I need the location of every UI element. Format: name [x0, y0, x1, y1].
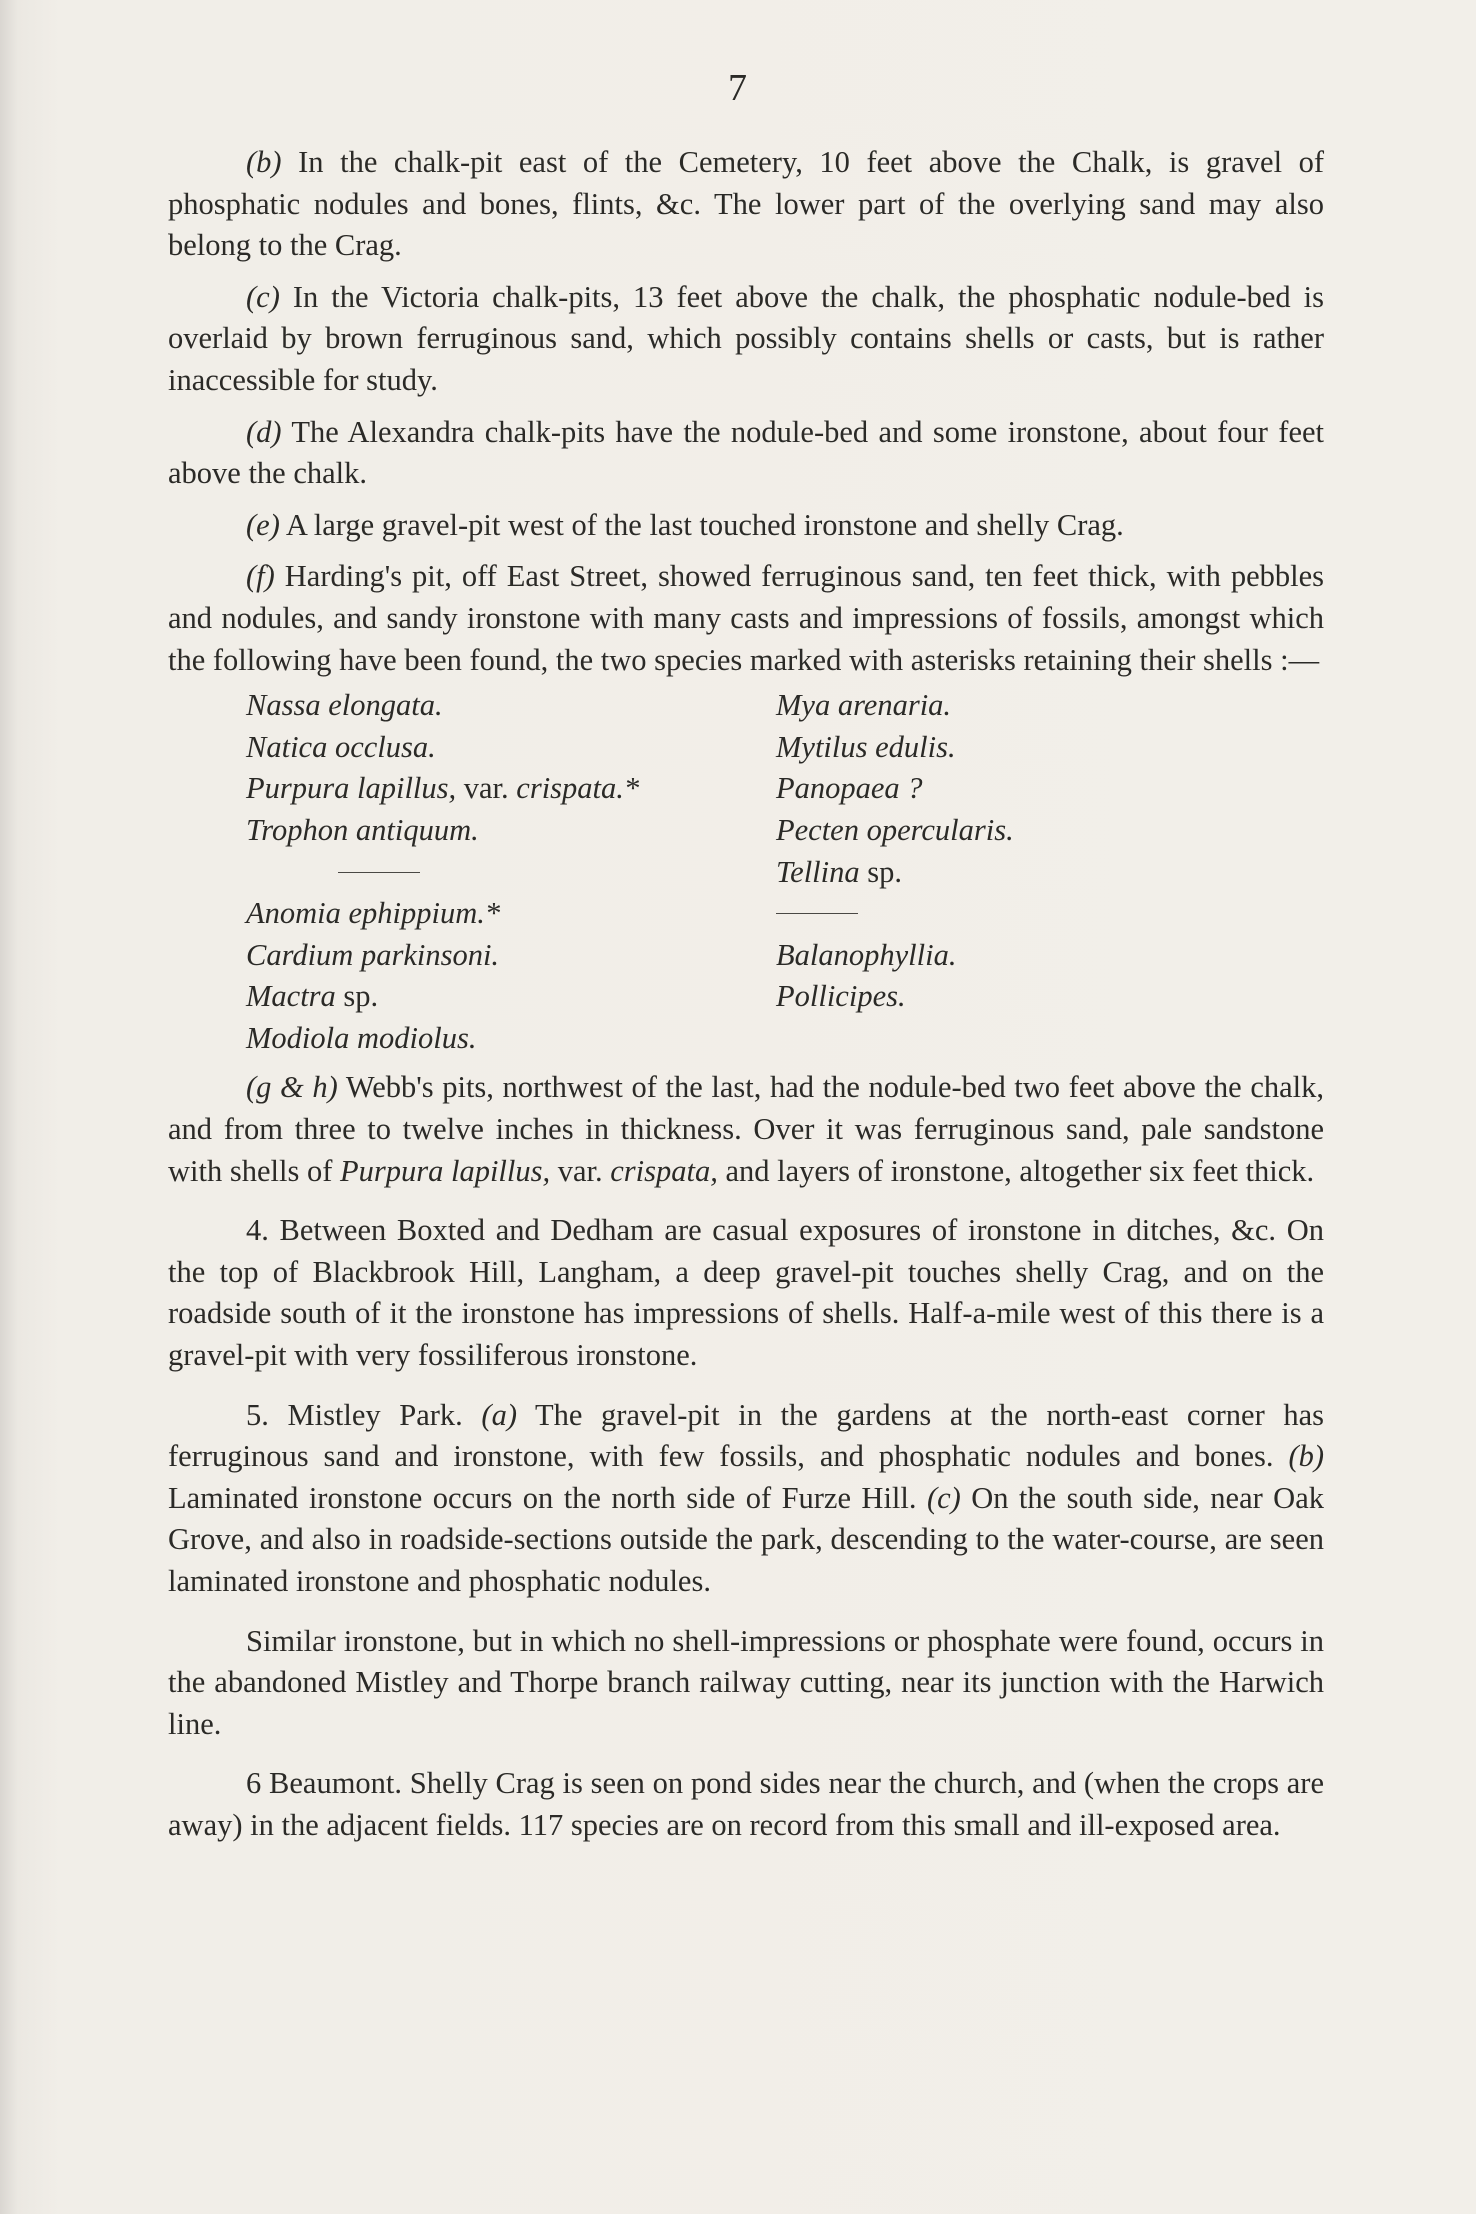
section-label: (c)	[926, 1480, 961, 1515]
paragraph-g-h	[168, 1067, 1324, 1192]
fossil-column-right	[776, 685, 1306, 1059]
var-label: var.	[557, 1153, 603, 1188]
paragraph-text: A large gravel-pit west of the last touched ironstone and shelly Crag.	[285, 507, 1124, 542]
fossil-item: Balanophyllia.	[776, 937, 957, 972]
fossil-item: Panopaea ?	[776, 771, 923, 806]
species-abbrev: sp.	[867, 854, 902, 889]
section-label: (b)	[1288, 1439, 1325, 1474]
paragraph-d	[168, 412, 1324, 495]
paragraph-intro: 5. Mistley Park.	[246, 1397, 463, 1432]
fossil-name: Tellina	[776, 854, 860, 889]
paragraph-text: The gravel-pit in the gardens at the north-east corner has ferruginous sand and ironstone, with few fossils, and phosphatic nodules and bones.	[168, 1397, 1325, 1474]
paragraph-6: 6 Beaumont. Shelly Crag is seen on pond sides near the church, and (when the crops are away) in the adjacent fields. 117 species are on record from this small and ill-exposed area.	[168, 1766, 1324, 1842]
paragraph-text: Webb's pits, northwest of the last, had the nodule-bed two feet above the chalk, and from three to twelve inches in thickness. Over it was ferruginous sand, pale sandstone with shells of	[168, 1070, 1325, 1188]
species-name: Purpura lapillus,	[339, 1153, 551, 1188]
var-label: var.	[463, 771, 509, 806]
fossil-list	[168, 685, 1324, 1059]
list-divider-row	[246, 852, 776, 894]
variety-name: crispata,	[610, 1153, 718, 1188]
paragraph-text: In the chalk-pit east of the Cemetery, 10 feet above the Chalk, is gravel of phosphatic nodules and bones, flints, &c. The lower part of the overlying sand may also belong to the Crag.	[168, 145, 1325, 263]
paragraph-f	[168, 556, 1324, 681]
fossil-item: Natica occlusa.	[246, 729, 436, 764]
fossil-name: Mactra	[246, 979, 336, 1014]
species-abbrev: sp.	[343, 979, 379, 1014]
paragraph-text: The Alexandra chalk-pits have the nodule-bed and some ironstone, about four feet above the chalk.	[168, 414, 1325, 491]
list-divider	[776, 893, 858, 914]
section-label: (c)	[246, 279, 280, 314]
fossil-item: Cardium parkinsoni.	[246, 937, 500, 972]
list-divider-row	[776, 893, 1306, 935]
fossil-item: Pollicipes.	[776, 979, 906, 1014]
section-label: (e)	[246, 507, 280, 542]
fossil-column-left	[168, 685, 776, 1059]
paragraph-similar: Similar ironstone, but in which no shell-impressions or phosphate were found, occurs in the abandoned Mistley and Thorpe branch railway cutting, near its junction with the Harwich line.	[168, 1623, 1324, 1741]
paragraph-text: Laminated ironstone occurs on the north side of Furze Hill.	[168, 1480, 917, 1515]
paragraph-4: 4. Between Boxted and Dedham are casual exposures of ironstone in ditches, &c. On the top of Blackbrook Hill, Langham, a deep gravel-pit touches shelly Crag, and on the roadside south of it the ironstone has impressions of shells. Half-a-mile west of this there is a gravel-pit with very fossiliferous ironstone.	[168, 1213, 1324, 1373]
paragraph-text: Harding's pit, off East Street, showed ferruginous sand, ten feet thick, with pebbles and nodules, and sandy ironstone with many casts and impressions of fossils, amongst which the following have been found, the two species marked with asterisks retaining their shells :—	[168, 559, 1324, 677]
paragraph-b	[168, 142, 1324, 267]
page-number: 7	[728, 67, 748, 109]
paragraph-c	[168, 277, 1324, 402]
fossil-item: Mya arenaria.	[776, 688, 952, 723]
fossil-name: Purpura lapillus,	[246, 771, 457, 806]
paragraph-e	[168, 505, 1324, 547]
fossil-item: Nassa elongata.	[246, 688, 443, 723]
fossil-item: Pecten opercularis.	[776, 812, 1014, 847]
paragraph-text: On the south side, near Oak Grove, and also in roadside-sections outside the park, descending to the water-course, are seen laminated ironstone and phosphatic nodules.	[168, 1480, 1324, 1598]
section-label: (f)	[246, 559, 275, 594]
fossil-item: Trophon antiquum.	[246, 812, 479, 847]
section-label: (a)	[481, 1397, 517, 1432]
fossil-item	[246, 768, 776, 810]
section-label: (b)	[246, 145, 282, 179]
fossil-item: Anomia ephippium.*	[246, 896, 501, 931]
paragraph-text: In the Victoria chalk-pits, 13 feet above the chalk, the phosphatic nodule-bed is overlaid by brown ferruginous sand, which possibly contains shells or casts, but is rather inaccessible for study.	[168, 279, 1325, 397]
page-body	[168, 142, 1324, 1847]
fossil-item	[246, 976, 776, 1018]
list-divider	[338, 852, 420, 873]
section-label: (g & h)	[246, 1070, 338, 1105]
fossil-item	[776, 852, 1306, 894]
variety-name: crispata.*	[516, 771, 640, 806]
paragraph-text: and layers of ironstone, altogether six feet thick.	[725, 1153, 1315, 1188]
paragraph-5	[168, 1395, 1324, 1603]
fossil-item: Mytilus edulis.	[776, 729, 956, 764]
fossil-item: Modiola modiolus.	[246, 1020, 477, 1055]
section-label: (d)	[246, 414, 282, 449]
